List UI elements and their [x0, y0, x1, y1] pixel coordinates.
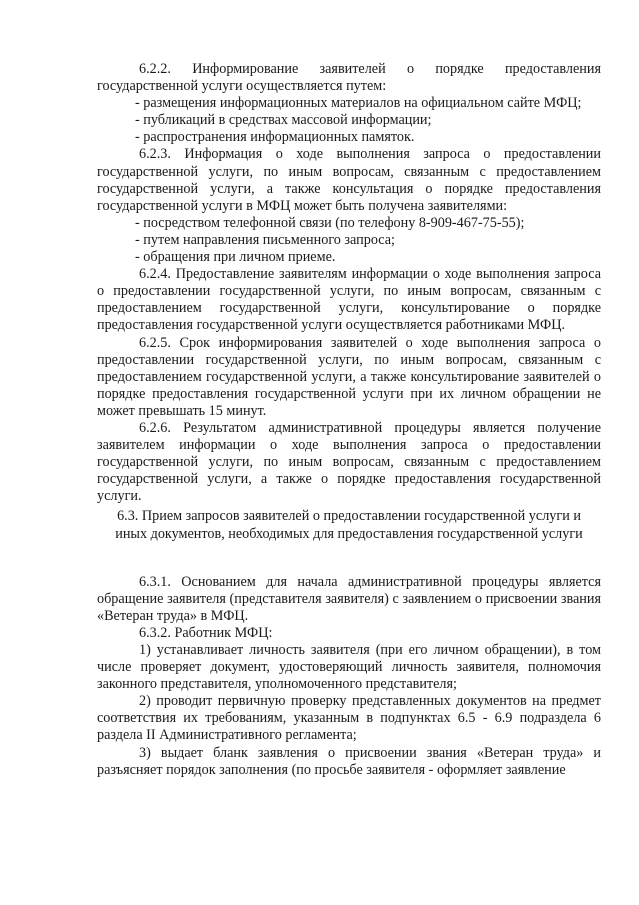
paragraph-6-2-2: 6.2.2. Информирование заявителей о порядке предоставления государственной услуги осуществляется путем:: [97, 61, 601, 95]
paragraph-6-3-2-item-2: 2) проводит первичную проверку представленных документов на предмет соответствия их требованиям, указанным в подпунктах 6.5 - 6.9 подраздела 6 раздела II Административного регламента;: [97, 693, 601, 744]
list-item: - распространения информационных памяток.: [135, 129, 415, 146]
list-item: - публикаций в средствах массовой информации;: [135, 112, 432, 129]
document-body: [97, 61, 601, 779]
list-item: - посредством телефонной связи (по телефону 8-909-467-75-55);: [135, 214, 525, 231]
paragraph-6-3-2-item-1: 1) устанавливает личность заявителя (при его личном обращении), в том числе проверяет документ, удостоверяющий личность заявителя, полномочия законного представителя, уполномоченного представителя;: [97, 642, 601, 693]
paragraph-6-3-2: 6.3.2. Работник МФЦ:: [139, 624, 273, 641]
list-item: - размещения информационных материалов на официальном сайте МФЦ;: [135, 95, 582, 112]
list-item: - обращения при личном приеме.: [135, 249, 336, 266]
paragraph-6-2-4: 6.2.4. Предоставление заявителям информации о ходе выполнения запроса о предоставлении государственной услуги, по иным вопросам, связанным с предоставлением государственной услуги, консультирование о порядке предоставления государственной услуги осуществляется работниками МФЦ.: [97, 266, 601, 334]
paragraph-6-3-1: 6.3.1. Основанием для начала административной процедуры является обращение заявителя (представителя заявителя) с заявлением о присвоении звания «Ветеран труда» в МФЦ.: [97, 573, 601, 624]
paragraph-6-2-5: 6.2.5. Срок информирования заявителей о ходе выполнения запроса о предоставлении государственной услуги, по иным вопросам, связанным с предоставлением государственной услуги, а также консультирование заявителей о порядке предоставления государственной услуги при их личном обращении не может превышать 15 минут.: [97, 334, 601, 419]
paragraph-6-2-3: 6.2.3. Информация о ходе выполнения запроса о предоставлении государственной услуги, по иным вопросам, связанным с предоставлением государственной услуги, а также консультация о порядке предоставления государственной услуги в МФЦ может быть получена заявителями:: [97, 146, 601, 214]
section-spacer: [97, 543, 601, 574]
section-heading-6-3: 6.3. Прием запросов заявителей о предоставлении государственной услуги и иных документов, необходимых для предоставления государственной услуги: [115, 508, 583, 542]
paragraph-6-2-6: 6.2.6. Результатом административной процедуры является получение заявителем информации о ходе выполнения запроса о предоставлении государственной услуги, по иным вопросам, связанным с предоставлением государственной услуги, а также о порядке предоставления государственной услуги.: [97, 419, 601, 505]
paragraph-6-3-2-item-3: 3) выдает бланк заявления о присвоении звания «Ветеран труда» и разъясняет порядок заполнения (по просьбе заявителя - оформляет заявление: [97, 744, 601, 778]
list-item: - путем направления письменного запроса;: [135, 231, 395, 248]
